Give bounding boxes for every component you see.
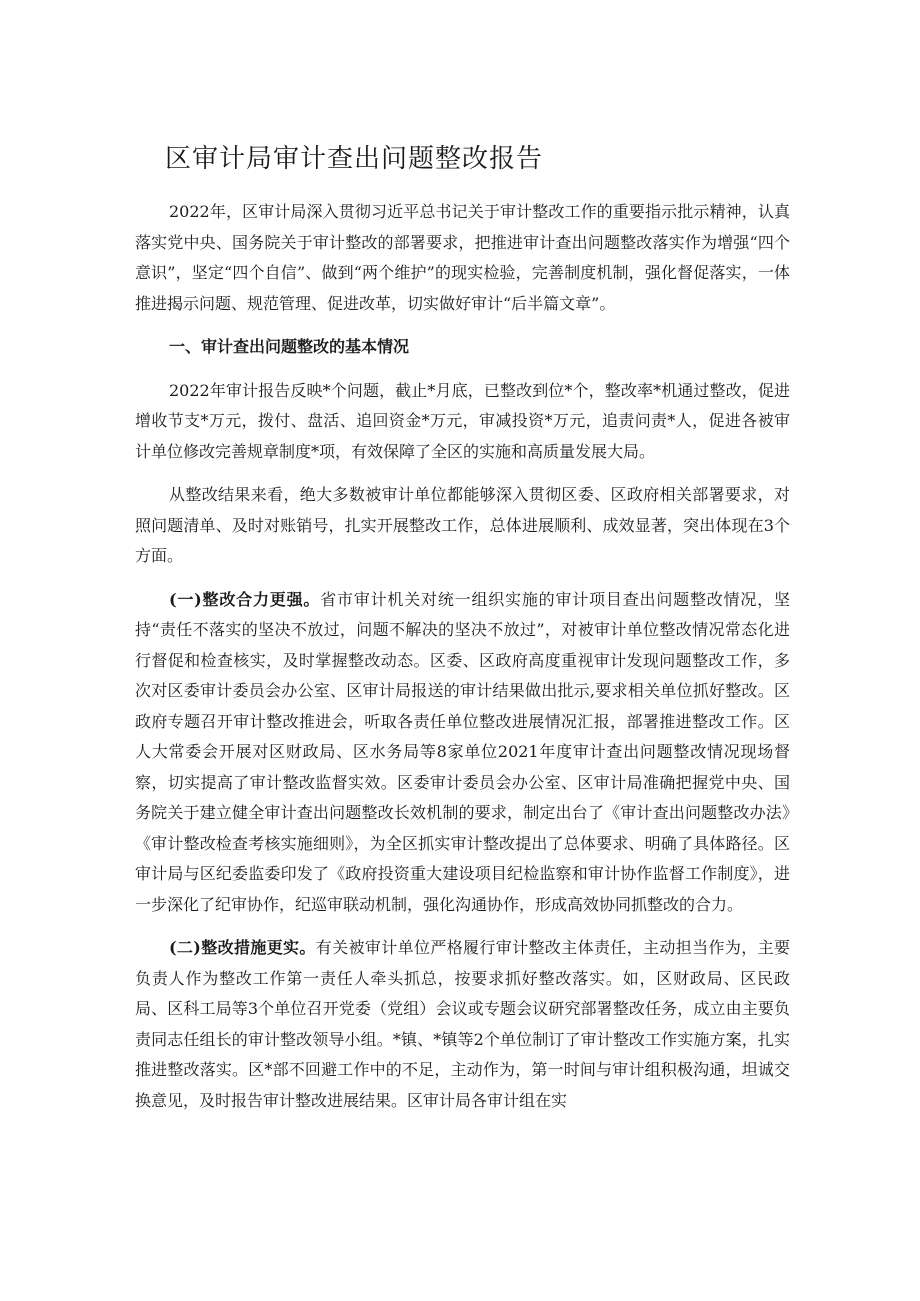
item-lead-2: (二)整改措施更实。 xyxy=(169,938,316,957)
section-heading: 一、审计查出问题整改的基本情况 xyxy=(169,337,410,356)
item-paragraph-1 xyxy=(135,585,790,921)
document-body xyxy=(135,197,790,1129)
summary-paragraph: 2022年审计报告反映*个问题，截止*月底，已整改到位*个，整改率*机通过整改，促进增收节支*万元，拨付、盘活、追回资金*万元，审减投资*万元，追责问责*人，促进各被审计单位修改完善规章制度*项，有效保障了全区的实施和高质量发展大局。 xyxy=(135,380,790,461)
item-paragraph-2 xyxy=(135,933,790,1116)
intro-paragraph: 2022年，区审计局深入贯彻习近平总书记关于审计整改工作的重要指示批示精神，认真落实党中央、国务院关于审计整改的部署要求，把推进审计查出问题整改落实作为增强“四个意识”，坚定“四个自信”、做到“两个维护”的现实检验，完善制度机制，强化督促落实，一体推进揭示问题、规范管理、促进改革，切实做好审计“后半篇文章”。 xyxy=(135,202,790,313)
results-paragraph: 从整改结果来看，绝大多数被审计单位都能够深入贯彻区委、区政府相关部署要求，对照问题清单、及时对账销号，扎实开展整改工作，总体进展顺利、成效显著，突出体现在3个方面。 xyxy=(135,485,790,565)
item-text-2: 有关被审计单位严格履行审计整改主体责任，主动担当作为，主要负责人作为整改工作第一责任人牵头抓总，按要求抓好整改落实。如，区财政局、区民政局、区科工局等3个单位召开党委（党组）会议或专题会议研究部署整改任务，成立由主要负责同志任组长的审计整改领导小组。*镇、*镇等2个单位制订了审计整改工作实施方案，扎实推进整改落实。区*部不回避工作中的不足，主动作为，第一时间与审计组积极沟通，坦诚交换意见，及时报告审计整改进展结果。区审计局各审计组在实 xyxy=(135,938,790,1110)
document-title: 区审计局审计查出问题整改报告 xyxy=(165,144,544,174)
item-lead-1: (一)整改合力更强。 xyxy=(169,589,321,609)
item-text-1: 省市审计机关对统一组织实施的审计项目查出问题整改情况，坚持“责任不落实的坚决不放过，问题不解决的坚决不放过”，对被审计单位整改情况常态化进行督促和检查核实，及时掌握整改动态。区委、区政府高度重视审计发现问题整改工作，多次对区委审计委员会办公室、区审计局报送的审计结果做出批示,要求相关单位抓好整改。区政府专题召开审计整改推进会，听取各责任单位整改进展情况汇报，部署推进整改工作。区人大常委会开展对区财政局、区水务局等8家单位2021年度审计查出问题整改情况现场督察，切实提高了审计整改监督实效。区委审计委员会办公室、区审计局准确把握党中央、国务院关于建立健全审计查出问题整改长效机制的要求，制定出台了《审计查出问题整改办法》《审计整改检查考核实施细则》，为全区抓实审计整改提出了总体要求、明确了具体路径。区审计局与区纪委监委印发了《政府投资重大建设项目纪检监察和审计协作监督工作制度》，进一步深化了纪审协作，纪巡审联动机制，强化沟通协作，形成高效协同抓整改的合力。 xyxy=(135,589,790,914)
